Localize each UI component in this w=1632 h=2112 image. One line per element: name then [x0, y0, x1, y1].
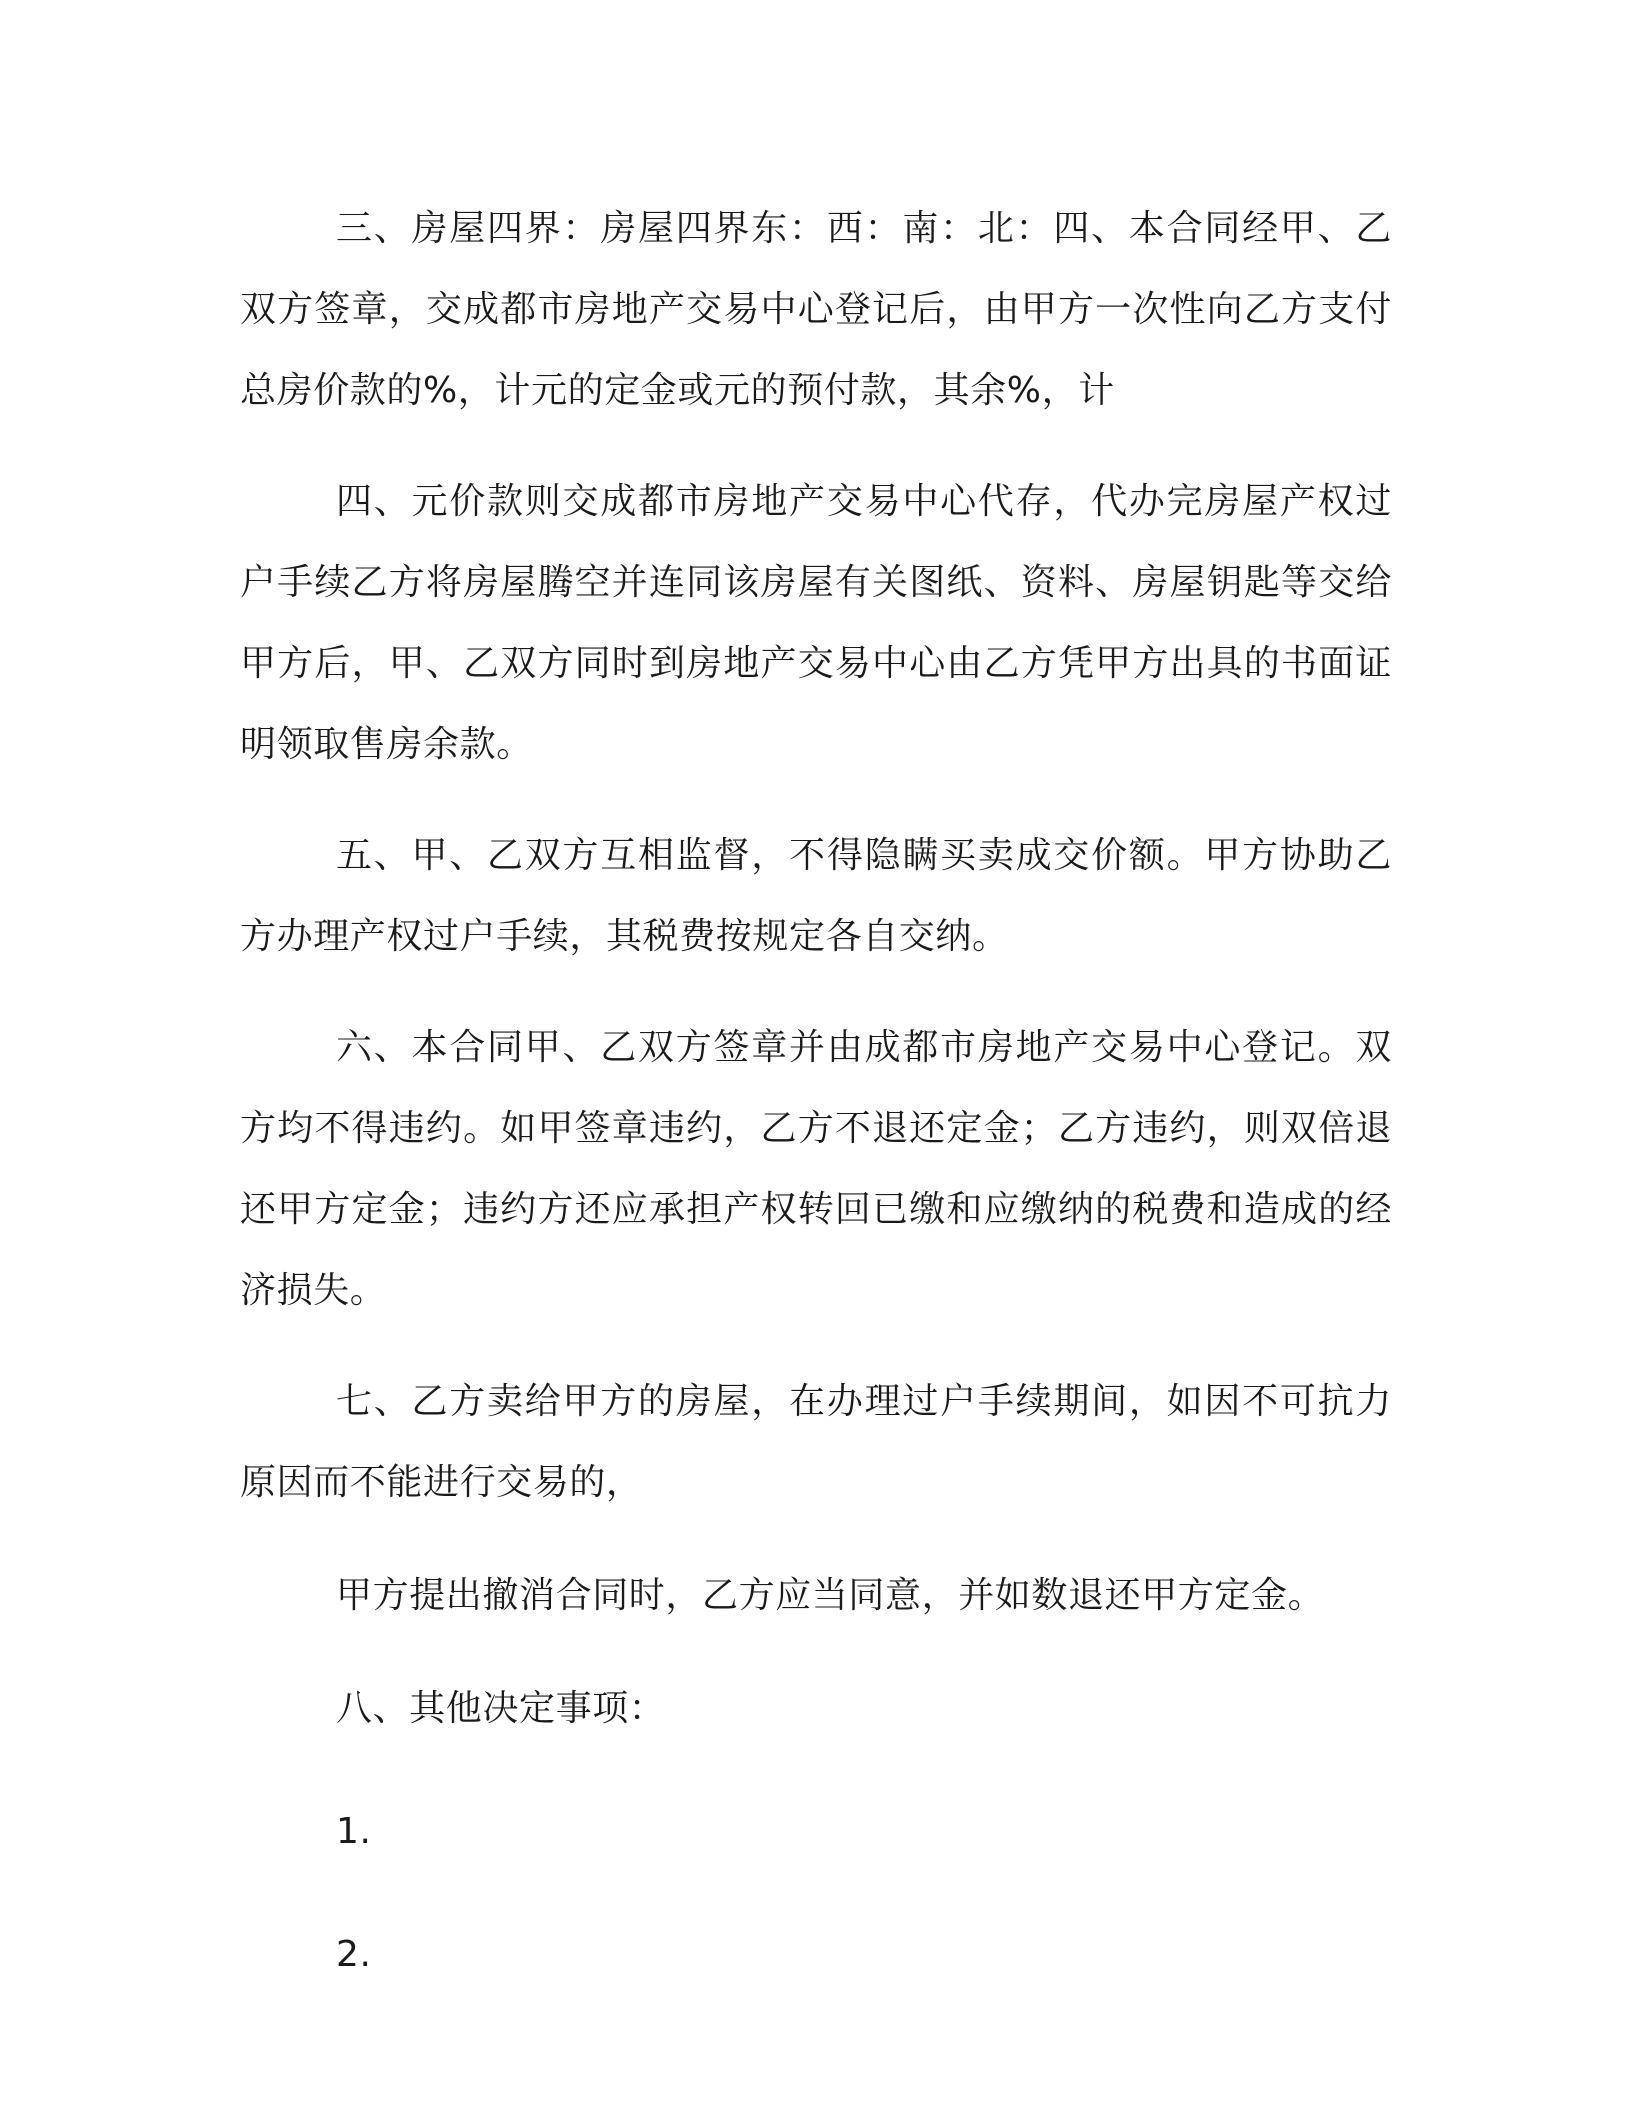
clause-3-paragraph: 三、房屋四界：房屋四界东：西：南：北：四、本合同经甲、乙双方签章，交成都市房地产交易中心登记后，由甲方一次性向乙方支付总房价款的%，计元的定金或元的预付款，其余%，计	[240, 208, 1392, 411]
document-page	[240, 188, 1392, 1995]
clause-4-paragraph: 四、元价款则交成都市房地产交易中心代存，代办完房屋产权过户手续乙方将房屋腾空并连同该房屋有关图纸、资料、房屋钥匙等交给甲方后，甲、乙双方同时到房地产交易中心由乙方凭甲方出具的书面证明领取售房余款。	[240, 481, 1392, 765]
clause-7-continuation: 甲方提出撤消合同时，乙方应当同意，并如数退还甲方定金。	[336, 1575, 1325, 1616]
clause-8-heading: 八、其他决定事项：	[336, 1688, 666, 1729]
other-item-1: 1.	[336, 1811, 372, 1852]
other-item-2: 2.	[336, 1934, 372, 1975]
clause-5-paragraph: 五、甲、乙双方互相监督，不得隐瞒买卖成交价额。甲方协助乙方办理产权过户手续，其税费按规定各自交纳。	[240, 835, 1392, 957]
clause-6-paragraph: 六、本合同甲、乙双方签章并由成都市房地产交易中心登记。双方均不得违约。如甲签章违约，乙方不退还定金；乙方违约，则双倍退还甲方定金；违约方还应承担产权转回已缴和应缴纳的税费和造成的经济损失。	[240, 1027, 1392, 1311]
clause-7-paragraph: 七、乙方卖给甲方的房屋，在办理过户手续期间，如因不可抗力原因而不能进行交易的，	[240, 1381, 1392, 1503]
